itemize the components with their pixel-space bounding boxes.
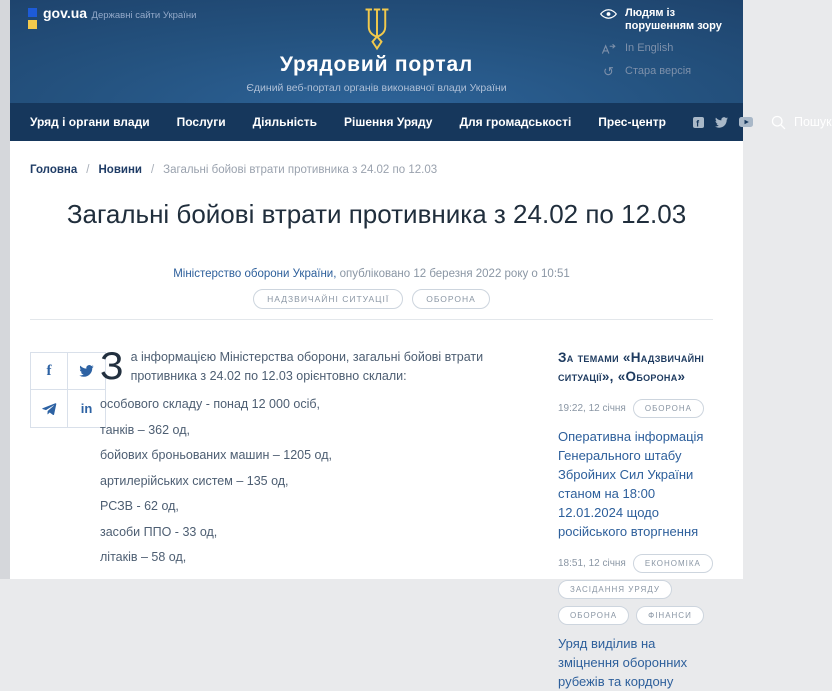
telegram-icon xyxy=(42,402,57,415)
site-subtitle: Єдиний веб-портал органів виконавчої влади України xyxy=(246,82,507,94)
lead-text: а інформацією Міністерства оборони, загальні бойові втрати противника з 24.02 по 12.03 орієнтовно склали: xyxy=(130,350,484,383)
tag-economy[interactable]: ЕКОНОМІКА xyxy=(633,554,713,573)
site-header xyxy=(10,0,743,103)
publish-info: опубліковано 12 березня 2022 року о 10:51 xyxy=(339,268,570,280)
facebook-icon: f xyxy=(46,362,52,379)
loss-item-artillery: артилерійських систем – 135 од, xyxy=(100,473,289,488)
tag-finance[interactable]: ФІНАНСИ xyxy=(636,606,704,625)
sidebar-heading: За темами «Надзвичайні ситуації», «Оборона» xyxy=(558,350,705,384)
breadcrumb-home[interactable]: Головна xyxy=(30,164,78,176)
search-icon xyxy=(770,114,787,131)
twitter-link[interactable] xyxy=(715,117,728,128)
accessibility-link[interactable] xyxy=(600,7,745,33)
twitter-icon xyxy=(79,365,94,377)
share-telegram-button[interactable] xyxy=(31,390,68,427)
news-item-meta xyxy=(558,554,720,625)
tag-defense[interactable]: ОБОРОНА xyxy=(412,289,490,309)
linkedin-icon: in xyxy=(80,401,93,416)
nav-item-decisions[interactable]: Рішення Уряду xyxy=(344,115,433,129)
loss-item-aircraft: літаків – 58 од, xyxy=(100,550,187,564)
search-button[interactable] xyxy=(770,114,832,131)
twitter-icon xyxy=(715,117,728,128)
breadcrumb xyxy=(30,164,437,176)
flag-yellow-square xyxy=(28,20,37,29)
main-nav xyxy=(10,103,832,141)
tryzub-emblem-icon xyxy=(362,6,392,57)
history-icon: ↺ xyxy=(603,64,614,79)
news-item-link[interactable]: Оперативна інформація Генерального штабу Збройних Сил України станом на 18:00 12.01.2024 щодо російського вторгнення xyxy=(558,429,704,539)
header-utility-links xyxy=(600,7,745,78)
loss-item-armored-vehicles: бойових броньованих машин – 1205 од, xyxy=(100,448,332,462)
news-item-time: 18:51, 12 січня xyxy=(558,558,626,569)
ukraine-flag-icon xyxy=(28,5,37,29)
breadcrumb-separator: / xyxy=(86,164,90,176)
tag-emergencies[interactable]: НАДЗВИЧАЙНІ СИТУАЦІЇ xyxy=(253,289,403,309)
nav-item-public[interactable]: Для громадськості xyxy=(459,115,572,129)
news-item-time: 19:22, 12 січня xyxy=(558,403,626,414)
byline xyxy=(0,268,743,280)
breadcrumb-news[interactable]: Новини xyxy=(98,164,142,176)
share-facebook-button[interactable] xyxy=(31,353,68,390)
news-item xyxy=(558,399,720,541)
nav-item-government[interactable]: Уряд і органи влади xyxy=(30,115,150,129)
nav-item-services[interactable]: Послуги xyxy=(176,115,226,129)
nav-item-press[interactable]: Прес-центр xyxy=(598,115,666,129)
govua-wordmark[interactable]: gov.ua xyxy=(43,5,88,21)
facebook-link[interactable] xyxy=(693,117,704,128)
in-english-link[interactable] xyxy=(600,42,745,56)
news-item-link[interactable]: Уряд виділив на зміцнення оборонних рубежів та кордону xyxy=(558,636,688,689)
eye-icon xyxy=(600,8,617,20)
ministry-link[interactable]: Міністерство оборони України, xyxy=(173,268,337,280)
youtube-icon xyxy=(739,117,753,127)
tag-defense[interactable]: ОБОРОНА xyxy=(633,399,704,418)
flag-blue-square xyxy=(28,8,37,17)
dropcap: З xyxy=(100,345,124,388)
facebook-icon xyxy=(693,117,704,128)
govua-logo[interactable] xyxy=(28,5,196,29)
loss-item-air-defense: засоби ППО - 33 од, xyxy=(100,524,218,539)
lead-paragraph xyxy=(100,345,538,388)
breadcrumb-current: Загальні бойові втрати противника з 24.02 по 12.03 xyxy=(163,164,438,176)
govua-tagline: Державні сайти України xyxy=(91,10,197,21)
window-edge xyxy=(0,0,10,579)
loss-item-tanks: танків – 362 од, xyxy=(100,422,190,437)
site-title[interactable]: Урядовий портал xyxy=(279,53,474,76)
accessibility-label: Людям із порушенням зору xyxy=(625,7,722,32)
tag-defense[interactable]: ОБОРОНА xyxy=(558,606,629,625)
article-tags xyxy=(0,289,743,309)
old-version-link[interactable] xyxy=(600,65,745,78)
nav-right-cluster xyxy=(693,114,832,131)
loss-item-mlrs: РСЗВ - 62 од, xyxy=(100,499,179,513)
page-title: Загальні бойові втрати противника з 24.02 по 12.03 xyxy=(66,199,687,229)
divider xyxy=(30,319,713,320)
share-panel xyxy=(30,352,106,428)
tag-cabinet-session[interactable]: ЗАСІДАННЯ УРЯДУ xyxy=(558,580,672,599)
article-body xyxy=(100,345,538,577)
translate-icon xyxy=(600,43,617,56)
news-item xyxy=(558,554,720,691)
news-item-meta xyxy=(558,399,720,418)
breadcrumb-separator: / xyxy=(150,164,155,176)
search-label: Пошук xyxy=(793,115,832,129)
sidebar xyxy=(558,348,720,691)
loss-item-personnel: особового складу - понад 12 000 осіб, xyxy=(100,397,320,411)
in-english-label: In English xyxy=(625,42,674,54)
nav-item-activity[interactable]: Діяльність xyxy=(252,115,317,129)
youtube-link[interactable] xyxy=(739,117,753,127)
old-version-label: Стара версія xyxy=(625,65,692,77)
svg-text:f: f xyxy=(696,117,700,128)
